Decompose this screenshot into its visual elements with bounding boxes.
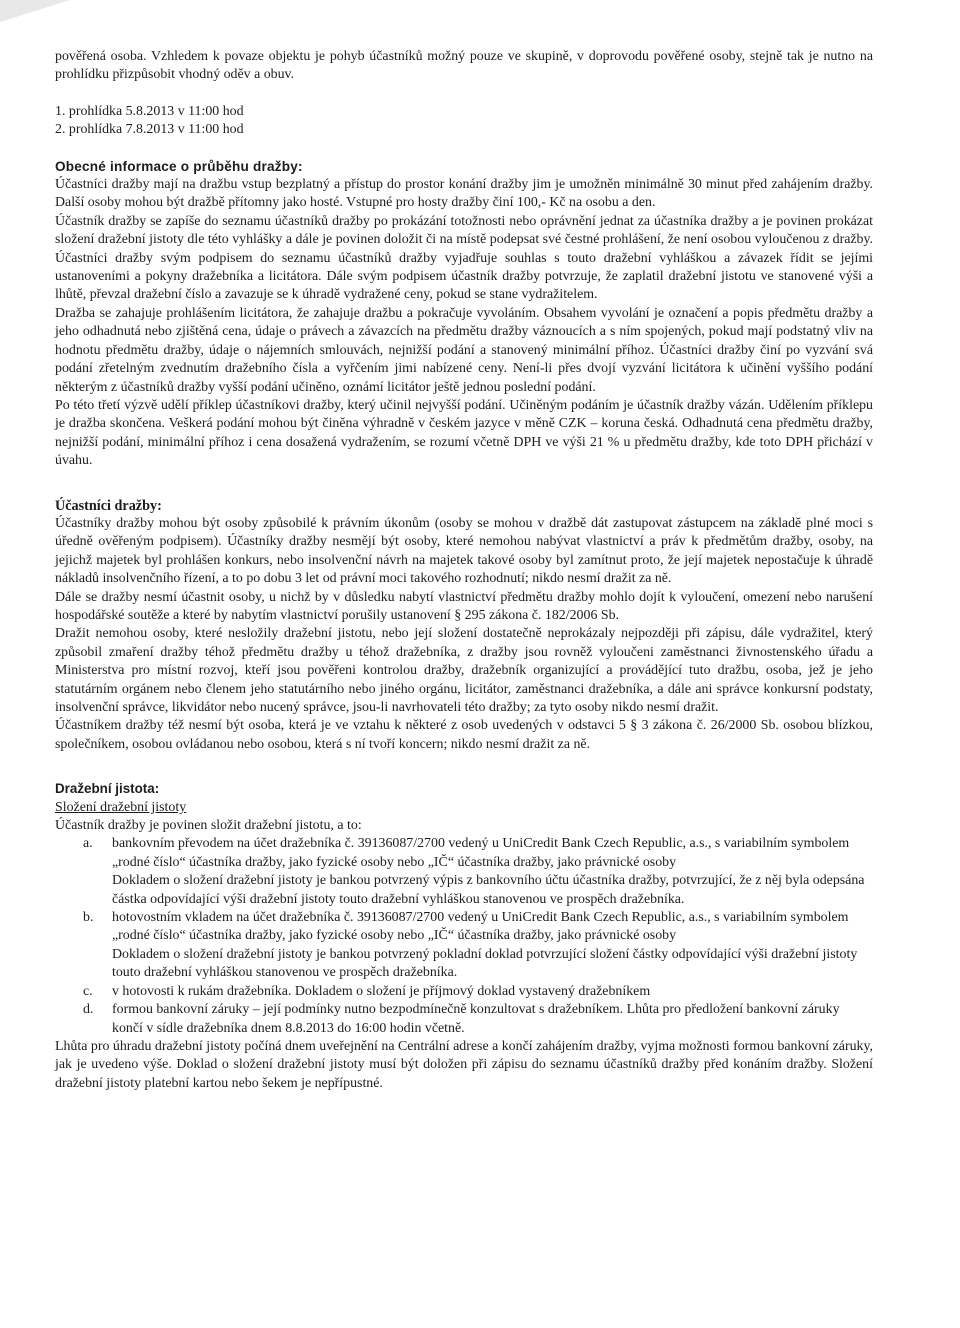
page-corner-fold xyxy=(0,0,70,22)
list-marker: a. xyxy=(83,836,93,852)
list-item-text: bankovním převodem na účet dražebníka č. 39136087/2700 vedený u UniCredit Bank Czech Republic, a.s., s variabilním symbolem „rodné číslo“ účastníka dražby, jako fyzické osoby nebo „IČ“ účastníka dražby, jako právnické osoby xyxy=(112,836,850,870)
participants-paragraph: Dražit nemohou osoby, které nesložily dražební jistotu, nebo její složení dostatečně neprokázaly nejpozději při zápisu, dále vydražitel, který způsobil zmaření dražby téhož předmětu dražby u téhož dražebníka, z dražby jsou rovněž vyloučeni zaměstnanci živnostenského úřadu a Ministerstva pro místní rozvoj, kteří jsou pověřeni kontrolou dražby, dražebník organizující a provádějící tuto dražbu, osoba, jež je jeho statutárním orgánem nebo členem jeho statutárního nebo jiného orgánu, licitátor, zaměstnanci dražebníka, a dále ani správce konkursní podstaty, insolvenční správce, likvidátor nebo nucený správce, jsou-li navrhovateli této dražby; za tyto osoby nikdo nesmí dražit. xyxy=(55,626,873,715)
list-item-text: Dokladem o složení dražební jistoty je bankou potvrzený výpis z bankovního účtu účastníka dražby, potvrzující, že z něj byla odepsána částka odpovídající výši dražební jistoty touto dražební vyhláškou stanovenou ve prospěch dražebníka. xyxy=(112,873,865,907)
list-marker: b. xyxy=(83,910,94,926)
list-item xyxy=(55,909,873,983)
deposit-closing: Lhůta pro úhradu dražební jistoty počíná dnem uveřejnění na Centrální adrese a končí zahájením dražby, vyjma možnosti formou bankovní záruky, jak je uvedeno výše. Doklad o složení dražební jistoty musí být doložen při zápisu do seznamu účastníků dražby před konáním dražby. Složení dražební jistoty platební kartou nebo šekem je nepřípustné. xyxy=(55,1038,873,1091)
general-paragraph: Po této třetí výzvě udělí příklep účastníkovi dražby, který učinil nejvyšší podání. Učiněným podáním je účastník dražby vázán. Udělením příklepu je dražba skončena. Veškerá podání mohou být činěna výhradně v českém jazyce v měně CZK – koruna česká. Odhadnutá cena předmětu dražby, nejnižší podání, minimální příhoz i cena dosažená vydražením, se rozumí včetně DPH ve výši 21 % u předmětu dražby, kde toto DPH přichází v úvahu. xyxy=(55,397,873,469)
list-item-text: Dokladem o složení dražební jistoty je bankou potvrzený pokladní doklad potvrzující složení částky odpovídající výši dražební jistoty touto dražební vyhláškou stanovenou ve prospěch dražebníka. xyxy=(112,946,858,981)
intro-paragraph: pověřená osoba. Vzhledem k povaze objektu je pohyb účastníků možný pouze ve skupině, v doprovodu pověřené osoby, stejně tak je nutno na prohlídku přizpůsobit vhodný oděv a obuv. xyxy=(55,49,873,83)
general-info-section xyxy=(55,158,873,471)
participants-section xyxy=(55,497,873,755)
general-info-heading: Obecné informace o průběhu dražby: xyxy=(55,158,303,174)
deposit-section xyxy=(55,780,873,1093)
list-marker: d. xyxy=(83,1002,94,1018)
deposit-subheading: Složení dražební jistoty xyxy=(55,799,187,815)
list-marker: c. xyxy=(83,983,93,999)
visit-1: 1. prohlídka 5.8.2013 v 11:00 hod xyxy=(55,103,244,119)
visit-2: 2. prohlídka 7.8.2013 v 11:00 hod xyxy=(55,122,244,138)
list-item-text: v hotovosti k rukám dražebníka. Dokladem o složení je příjmový doklad vystavený dražebníkem xyxy=(112,983,651,999)
deposit-methods-list xyxy=(55,835,873,1037)
general-paragraph: Dražba se zahajuje prohlášením licitátora, že zahajuje dražbu a pokračuje vyvoláním. Obsahem vyvolání je označení a popis předmětu dražby a jeho odhadnutá nebo zjištěná cena, údaje o právech a závazcích na předmětu dražby váznoucích a s ním spojených, pokud mají podstatný vliv na hodnotu předmětu dražby, údaje o nájemních smlouvách, nejnižší podání a stanovený minimální příhoz. Účastníci dražby činí po vyzvání svá podání zřetelným zvednutím dražebního čísla a vyřčením jimi nabízené ceny. Není-li přes dvojí vyzvání licitátora k učinění vyššího podání některým z účastníků dražby vyšší podání učiněno, oznámí licitátor ještě jednou poslední podání. xyxy=(55,305,873,395)
general-paragraph: Účastník dražby se zapíše do seznamu účastníků dražby po prokázání totožnosti nebo oprávnění jednat za účastníka dražby a je povinen prokázat složení dražební jistoty dle této vyhlášky a dále je povinen doložit či na místě podepsat své čestné prohlášení, že není osobou vyloučenou z dražby. Účastníci dražby svým podpisem do seznamu účastníků dražby vyjadřuje souhlas s touto dražební vyhláškou a závazek řídit se jejími ustanoveními a pokyny dražebníka a licitátora. Dále svým podpisem účastník dražby potvrzuje, že zaplatil dražební jistotu ve stanovené výši a lhůtě, převzal dražební číslo a zavazuje se k úhradě vydražené ceny, pokud se stane vydražitelem. xyxy=(55,213,873,303)
list-item-text: hotovostním vkladem na účet dražebníka č. 39136087/2700 vedený u UniCredit Bank Czech Republic, a.s., s variabilním symbolem „rodné číslo“ účastníka dražby, jako fyzické osoby nebo „IČ“ účastníka dražby, jako právnické osoby xyxy=(112,910,849,944)
list-item xyxy=(55,983,873,1001)
deposit-lead: Účastník dražby je povinen složit dražební jistotu, a to: xyxy=(55,818,362,834)
participants-paragraph: Dále se dražby nesmí účastnit osoby, u nichž by v důsledku nabytí vlastnictví předmětu dražby mohlo dojít k vyloučení, omezení nebo narušení hospodářské soutěže a které by nabytím vlastnictví porušily ustanovení § 295 zákona č. 182/2006 Sb. xyxy=(55,589,873,623)
participants-paragraph: Účastníkem dražby též nesmí být osoba, která je ve vztahu k některé z osob uvedených v odstavci 5 § 3 zákona č. 26/2000 Sb. osobou blízkou, společníkem, osobou ovládanou nebo osobou, která s ní tvoří koncern; nikdo nesmí dražit za ně. xyxy=(55,718,873,752)
participants-paragraph: Účastníky dražby mohou být osoby způsobilé k právním úkonům (osoby se mohou v dražbě dát zastupovat zástupcem na základě plné moci s úředně ověřeným podpisem). Účastníky dražby nesmějí být osoby, které nemohou nabývat vlastnictví a práv k předmětům dražby, osoby, na jejichž majetek byl prohlášen konkurs, nebo insolvenční návrh na majetek takové osoby byl zamítnut proto, že její majetek nepostačuje k úhradě nákladů insolvenčního řízení, a to po dobu 3 let od právní moci takového rozhodnutí; nikdo nesmí dražit za ně. xyxy=(55,515,873,587)
document-page xyxy=(55,48,873,1093)
list-item-text: formou bankovní záruky – její podmínky nutno bezpodmínečně konzultovat s dražebníkem. Lhůta pro předložení bankovní záruky končí v sídle dražebníka dnem 8.8.2013 do 16:00 hodin včetně. xyxy=(112,1002,840,1036)
general-paragraph: Účastníci dražby mají na dražbu vstup bezplatný a přístup do prostor konání dražby jim je umožněn minimálně 30 minut před zahájením dražby. Další osoby mohou být dražbě přítomny jako hosté. Vstupné pro hosty dražby činí 100,- Kč na osobu a den. xyxy=(55,177,873,211)
list-item xyxy=(55,1001,873,1038)
list-item xyxy=(55,835,873,909)
deposit-heading: Dražební jistota: xyxy=(55,781,160,797)
participants-heading: Účastníci dražby: xyxy=(55,497,162,514)
